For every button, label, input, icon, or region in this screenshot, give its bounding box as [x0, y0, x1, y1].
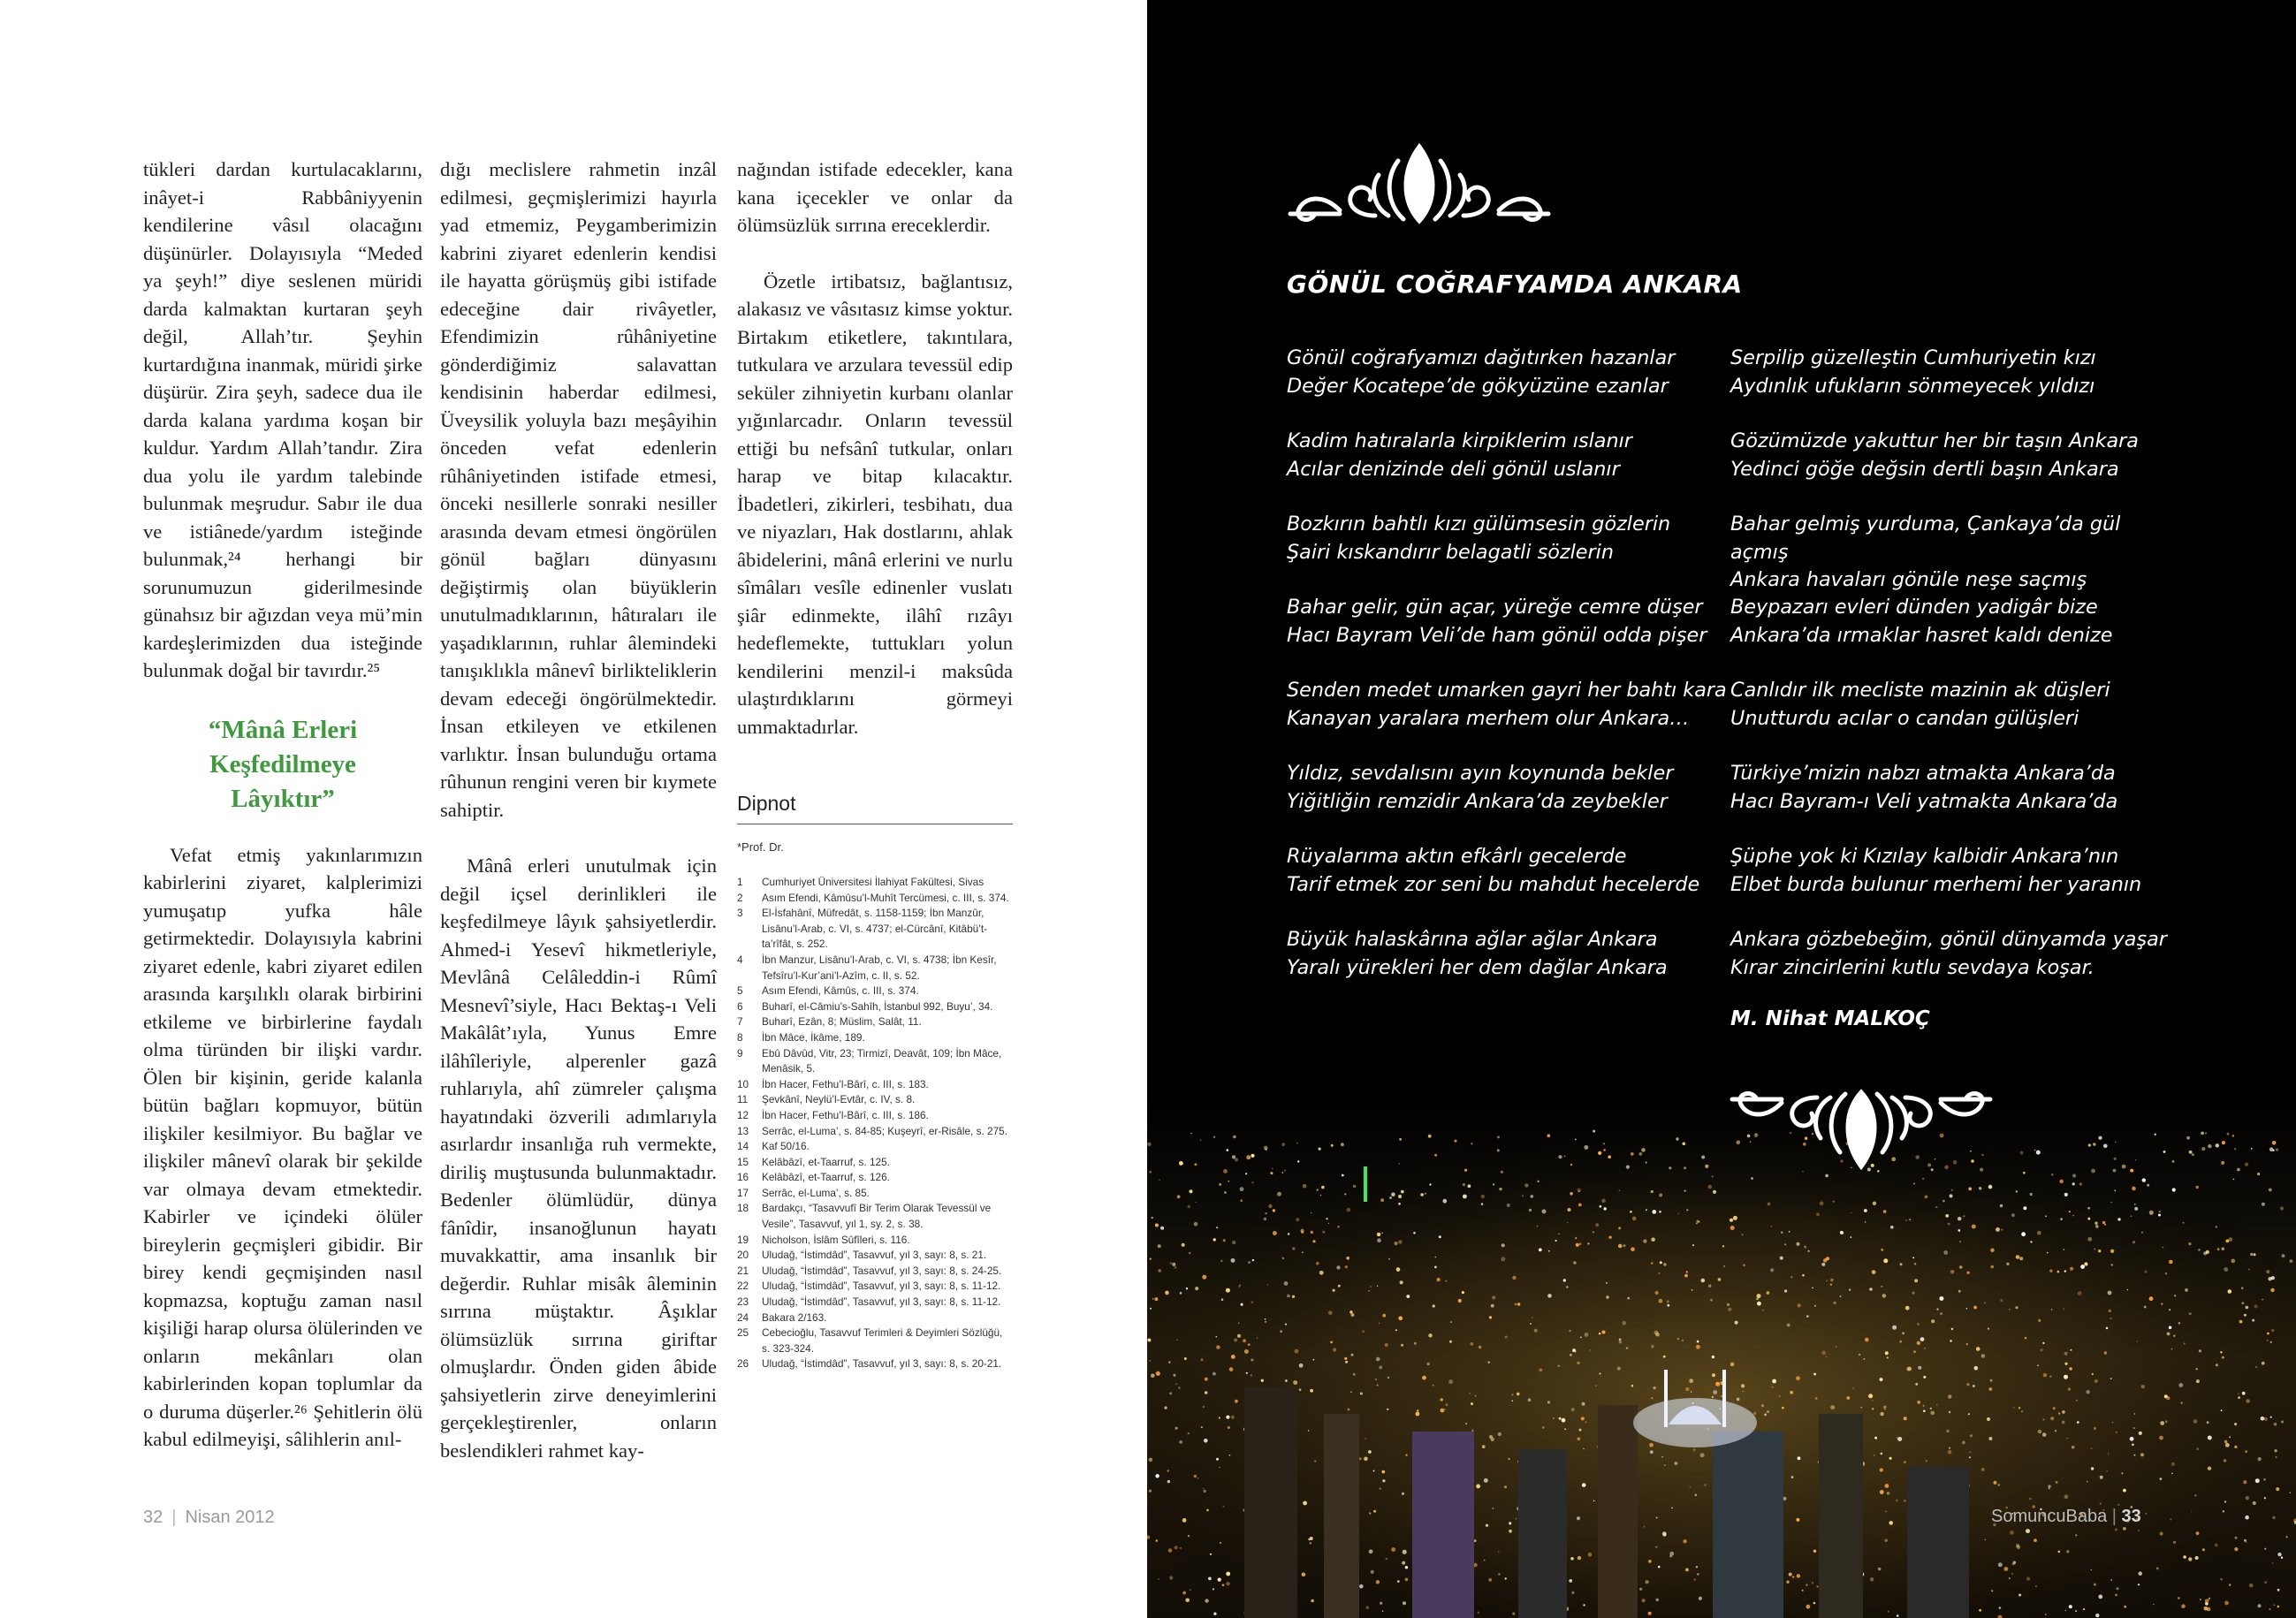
footnote-number: 23: [737, 1295, 749, 1309]
poem-stanza: Rüyalarıma aktın efkârlı gecelerde Tarif etmek zor seni bu mahdut hecelerde: [1287, 845, 1700, 896]
footnote-number: 16: [737, 1171, 749, 1184]
poem-stanza: Ankara gözbebeğim, gönül dünyamda yaşar Kırar zincirlerini kutlu sevdaya koşar.: [1730, 928, 2167, 979]
ornament-bottom-icon: [1729, 1085, 1994, 1174]
pull-quote: “Mânâ Erleri Keşfedilmeye Lâyıktır”: [208, 715, 358, 813]
poem-stanza: Gönül coğrafyamızı dağıtırken hazanlar Değer Kocatepe’de gökyüzüne ezanlar: [1287, 346, 1676, 398]
poem-stanza: Büyük halaskârına ağlar ağlar Ankara Yaralı yürekleri her dem dağlar Ankara: [1287, 928, 1668, 979]
footnote-text: Serrâc, el-Luma’, s. 84-85; Kuşeyrî, er-Risâle, s. 275.: [762, 1124, 1007, 1137]
footnote-text: Buharî, el-Câmiu’s-Sahîh, İstanbul 992, Buyu’, 34.: [762, 999, 993, 1013]
footnote-item: [737, 891, 1013, 907]
footnote-number: 21: [737, 1264, 749, 1277]
footnote-text: İbn Manzur, Lisânu’l-Arab, c. VI, s. 4738; İbn Kesîr, Tefsîru’l-Kur’ani’l-Azîm, c. II, s. 52.: [762, 953, 997, 982]
footnote-number: 7: [737, 1015, 743, 1029]
footnote-text: Uludağ, “İstimdâd”, Tasavvuf, yıl 3, sayı: 8, s. 11-12.: [762, 1295, 1001, 1309]
footnote-item: [737, 1248, 1013, 1264]
footnote-text: Bardakçı, “Tasavvufî Bir Terim Olarak Tevessül ve Vesile”, Tasavvuf, yıl 1, sy. 2, s. 38.: [762, 1202, 992, 1231]
footnote-item: [737, 906, 1013, 953]
footnote-number: 25: [737, 1326, 749, 1340]
footnote-item: [737, 1170, 1013, 1186]
footnote-text: Bakara 2/163.: [762, 1310, 827, 1324]
footnote-item: [737, 1186, 1013, 1202]
footnote-item: [737, 1295, 1013, 1310]
body-paragraph: nağından istifade edecekler, kana kana içecekler ve onlar da ölümsüzlük sırrına ereceklerdir.: [737, 158, 1013, 236]
footnote-number: 8: [737, 1030, 743, 1044]
footnote-text: Kaf 50/16.: [762, 1140, 810, 1153]
page-folio-left: [143, 1508, 275, 1528]
footnote-item: [737, 1155, 1013, 1171]
folio-divider: |: [171, 1508, 177, 1527]
footnote-number: 10: [737, 1077, 749, 1090]
right-page: [1147, 0, 2296, 1618]
footnote-item: [737, 953, 1013, 984]
footnote-text: Serrâc, el-Luma’, s. 85.: [762, 1186, 870, 1199]
footnote-text: Nicholson, İslâm Sûfîleri, s. 116.: [762, 1233, 910, 1246]
footnote-text: Asım Efendi, Kâmûsu’l-Muhît Tercümesi, c. III, s. 374.: [762, 891, 1009, 904]
poem-stanza: Canlıdır ilk mecliste mazinin ak düşleri Unutturdu acılar o candan gülüşleri: [1730, 679, 2110, 730]
ornament-top-icon: [1287, 140, 1552, 228]
footnote-text: El-İsfahânî, Müfredât, s. 1158-1159; İbn Manzûr, Lisânu’l-Arab, c. VI, s. 4737; el-Cürcânî, Kitâbü’t-ta’rîfât, s. 252.: [762, 907, 988, 951]
footnote-number: 13: [737, 1124, 749, 1137]
footnotes-list: [737, 875, 1013, 1372]
poem-stanza: Kadim hatıralarla kirpiklerim ıslanır Acılar denizinde deli gönül uslanır: [1287, 429, 1632, 481]
footnote-item: [737, 1326, 1013, 1356]
page-number: 32: [143, 1508, 163, 1527]
poem-stanza: Şüphe yok ki Kızılay kalbidir Ankara’nın Elbet burda bulunur merhemi her yaranın: [1730, 845, 2142, 896]
footnote-number: 5: [737, 984, 743, 998]
footnote-number: 20: [737, 1249, 749, 1262]
poem-stanzas-left: [1287, 345, 1729, 1009]
page-number: 33: [2121, 1507, 2141, 1526]
footnote-item: [737, 984, 1013, 999]
footnote-text: Kelâbâzî, et-Taarruf, s. 126.: [762, 1171, 890, 1184]
footnote-item: [737, 1077, 1013, 1093]
footnote-item: [737, 1233, 1013, 1249]
body-paragraph: tükleri dardan kurtulacaklarını, inâyet-i Rabbâniyyenin kendilerine vâsıl olacağını düşünürler. Dolayısıyla “Meded ya şeyh!” diye seslenen müridi darda kalmaktan kurtaran şeyh değil, Allah’tır. Şeyhin kurtardığına inanmak, müridi şirke düşürür. Zira şeyh, sadece dua ile darda kalana yardıma koşan bir kuldur. Yardım Allah’tandır. Zira dua yolu ile yardım talebinde bulunmak meşrudur. Sabır ile dua ve istiânede/yardım isteğinde bulunmak,²⁴ herhangi bir sorunumuzun giderilmesinde günahsız bir ağızdan veya mü’min kardeşlerimizden dua isteğinde bulunmak doğal bir tavırdır.²⁵: [143, 158, 422, 681]
footnote-item: [737, 1030, 1013, 1046]
footnote-item: [737, 1310, 1013, 1326]
footnote-number: 15: [737, 1155, 749, 1168]
poem-stanza: Bahar gelir, gün açar, yüreğe cemre düşer Hacı Bayram Veli’de ham gönül odda pişer: [1287, 596, 1707, 647]
footnote-text: Cebecioğlu, Tasavvuf Terimleri & Deyimleri Sözlüğü, s. 323-324.: [762, 1326, 1003, 1355]
poem-stanza: Beypazarı evleri dünden yadigâr bize Ankara’da ırmaklar hasret kaldı denize: [1730, 596, 2113, 647]
poem-stanza: Serpilip güzelleştin Cumhuriyetin kızı Aydınlık ufukların sönmeyecek yıldızı: [1730, 346, 2096, 398]
footnote-number: 3: [737, 907, 743, 920]
text-column-2: [440, 156, 717, 1464]
body-paragraph: Vefat etmiş yakınlarımızın kabirlerini ziyaret, kalplerimizi yumuşatıp yufka hâle getirmektedir. Dolayısıyla kabrini ziyaret edenle, kabri ziyaret edilen arasında karşılıklı olarak birbirini etkileme ve birbirlerine faydalı olma türünden bir ilişki vardır. Ölen bir kişinin, geride kalanla bütün bağları kopmuyor, bütün ilişkiler kesilmiyor. Bu bağlar ve ilişkiler mânevî olarak bir şekilde var olmaya devam etmektedir. Kabirler ve içindeki ölüler bireylerin geçmişleri gibidir. Bir birey kendi geçmişinden nasıl kopmazsa, koptuğu zaman nasıl kişiliği harap olursa ölülerinden ve onların mekânları olan kabirlerinden kopan toplumlar da o duruma düşerler.²⁶ Şehitlerin ölü kabul edilmeyişi, sâlihlerin anıl-: [143, 843, 422, 1450]
footnote-number: 1: [737, 876, 743, 888]
footnote-number: 18: [737, 1202, 749, 1215]
footnote-text: Uludağ, “İstimdâd”, Tasavvuf, yıl 3, sayı: 8, s. 11-12.: [762, 1280, 1001, 1293]
footnote-item: [737, 1279, 1013, 1295]
footnote-number: 19: [737, 1233, 749, 1246]
footnote-text: Asım Efendi, Kâmûs, c. III, s. 374.: [762, 984, 919, 998]
poem-title: GÖNÜL COĞRAFYAMDA ANKARA: [1287, 270, 1743, 299]
footnote-number: 4: [737, 953, 743, 966]
footnote-text: İbn Hacer, Fethu’l-Bârî, c. III, s. 186.: [762, 1108, 929, 1121]
body-paragraph: Özetle irtibatsız, bağlantısız, alakasız ve vâsıtasız kimse yoktur. Birtakım etiketlere, takıntılara, tutkulara ve arzulara tevessül edip seküler zihniyetin kurbanı olanlar yığınlarcadır. Onların tevessül ettiği bu nefsânî tutkular, onları harap ve bitap kılacaktır. İbadetleri, zikirleri, tesbihatı, dua ve niyazları, Hak dostlarını, ahlak âbidelerini, mânâ erlerini ve nurlu sîmâları vesîle edinenler vuslatı şiâr edinmekte, ilâhî rızâyı hedeflemekte, tuttukları yolun kendilerini menzil-i maksûda ulaştırdıklarını görmeyi ummaktadırlar.: [737, 270, 1013, 738]
footnote-number: 6: [737, 999, 743, 1013]
poem-stanza: Bozkırın bahtlı kızı gülümsesin gözlerin Şairi kıskandırır belagatli sözlerin: [1287, 513, 1671, 564]
footnote-text: Ebû Dâvûd, Vitr, 23; Tirmizî, Deavât, 109; İbn Mâce, Menâsik, 5.: [762, 1046, 1002, 1075]
poem-stanza: Türkiye’mizin nabzı atmakta Ankara’da Hacı Bayram-ı Veli yatmakta Ankara’da: [1730, 762, 2118, 813]
footnote-text: Uludağ, “İstimdâd”, Tasavvuf, yıl 3, sayı: 8, s. 24-25.: [762, 1264, 1002, 1277]
footnote-item: [737, 1139, 1013, 1155]
footnote-number: 11: [737, 1093, 749, 1106]
issue-date: Nisan 2012: [185, 1508, 275, 1527]
left-page: [0, 0, 1147, 1618]
footnote-number: 9: [737, 1046, 743, 1060]
footnote-number: 22: [737, 1280, 749, 1293]
poet-name: M. Nihat MALKOÇ: [1730, 1007, 1930, 1030]
night-city-photo: [1147, 1096, 2296, 1618]
footnote-number: 12: [737, 1108, 749, 1121]
footnote-number: 14: [737, 1140, 749, 1153]
footnote-text: Buharî, Ezân, 8; Müslim, Salât, 11.: [762, 1015, 922, 1029]
footnote-text: Cumhuriyet Üniversitesi İlahiyat Fakültesi, Sivas: [762, 876, 985, 888]
footnote-item: [737, 1108, 1013, 1124]
footnote-text: İbn Mâce, İkâme, 189.: [762, 1030, 865, 1044]
footnote-item: [737, 1014, 1013, 1030]
footnote-item: [737, 1092, 1013, 1108]
poem-stanza: Yıldız, sevdalısını ayın koynunda bekler Yiğitliğin remzidir Ankara’da zeybekler: [1287, 762, 1674, 813]
poem-stanza: Senden medet umarken gayri her bahtı kara Kanayan yaralara merhem olur Ankara…: [1287, 679, 1727, 730]
footnote-item: [737, 875, 1013, 891]
footnote-item: [737, 1264, 1013, 1280]
body-paragraph: Mânâ erleri unutulmak için değil içsel derinlikleri ile keşfedilmeye lâyık şahsiyetlerdir. Ahmed-i Yesevî hikmetleriyle, Mevlânâ Celâleddin-i Rûmî Mesnevî’siyle, Hacı Bektaş-ı Veli Makâlât’ıyla, Yunus Emre ilâhîleriyle, alperenler gazâ ruhlarıyla, ahî zümreler çalışma hayatındaki özverili adımlarıyla asırlardır insanlığa ruh vermekte, diriliş muştusunda bulunmaktadır. Bedenler ölümlüdür, dünya fânîdir, insanoğlunun hayatı muvakkattir, ama insanlık bir değerdir. Ruhlar misâk âleminin sırrına müştaktır. Âşıklar ölümsüzlük sırrına giriftar olmuşlardır. Önden giden âbide şahsiyetlerin zirve deneyimlerini gerçekleştirenler, onların beslendikleri rahmet kay-: [440, 855, 717, 1462]
footnote-item: [737, 1356, 1013, 1372]
footnote-item: [737, 1124, 1013, 1140]
text-column-3: [737, 156, 1013, 1372]
footnote-text: Uludağ, “İstimdâd”, Tasavvuf, yıl 3, sayı: 8, s. 21.: [762, 1249, 987, 1262]
poem-stanza: Bahar gelmiş yurduma, Çankaya’da gül açmış Ankara havaları gönüle neşe saçmış: [1730, 513, 2121, 591]
footnote-item: [737, 1201, 1013, 1232]
body-paragraph: dığı meclislere rahmetin inzâl edilmesi, geçmişlerimizi hayırla yad etmemiz, Peygamberimizin kabrini ziyaret edenlerin kendisi ile hayatta görüşmüş gibi istifade edeceğine dair rivâyetler, Efendimizin rûhâniyetine gönderdiğimiz salavattan kendisinin haberdar edilmesi, Üveysilik yoluyla bazı meşâyihin önceden vefat edenlerin rûhâniyetinden istifade etmesi, önceki nesillerle sonraki nesiller arasında devam etmesi öngörülen gönül bağları dünyasını değiştirmiş olan büyüklerin unutulmadıklarının, hâtıraları ile yaşadıklarının, ruhlar âlemindeki tanışıklıkla mânevî birlikteliklerin devam edeceği öngörülmektedir. İnsan etkileyen ve etkilenen varlıktır. İnsan bulunduğu ortama rûhunun rengini veren bir kıymete sahiptir.: [440, 158, 717, 821]
footnotes-author-note: *Prof. Dr.: [737, 839, 784, 854]
footnote-number: 24: [737, 1310, 749, 1324]
page-folio-right: SomuncuBaba | 33: [1991, 1507, 2141, 1526]
footnote-number: 17: [737, 1186, 749, 1199]
footnotes-title: Dipnot: [737, 790, 1013, 824]
footnote-text: İbn Hacer, Fethu’l-Bârî, c. III, s. 183.: [762, 1077, 929, 1090]
poem-stanzas-right: [1730, 345, 2172, 1009]
footnote-number: 2: [737, 891, 743, 904]
poem-stanza: Gözümüzde yakuttur her bir taşın Ankara Yedinci göğe değsin dertli başın Ankara: [1730, 429, 2139, 481]
footnote-text: Uludağ, “İstimdâd”, Tasavvuf, yıl 3, sayı: 8, s. 20-21.: [762, 1357, 1002, 1371]
magazine-name: SomuncuBaba: [1991, 1507, 2108, 1526]
footnote-number: 26: [737, 1357, 749, 1371]
footnote-text: Kelâbâzî, et-Taarruf, s. 125.: [762, 1155, 890, 1168]
footnote-item: [737, 999, 1013, 1015]
text-column-1: [143, 156, 422, 1454]
footnote-item: [737, 1046, 1013, 1077]
footnote-text: Şevkânî, Neylü’l-Evtâr, c. IV, s. 8.: [762, 1093, 916, 1106]
